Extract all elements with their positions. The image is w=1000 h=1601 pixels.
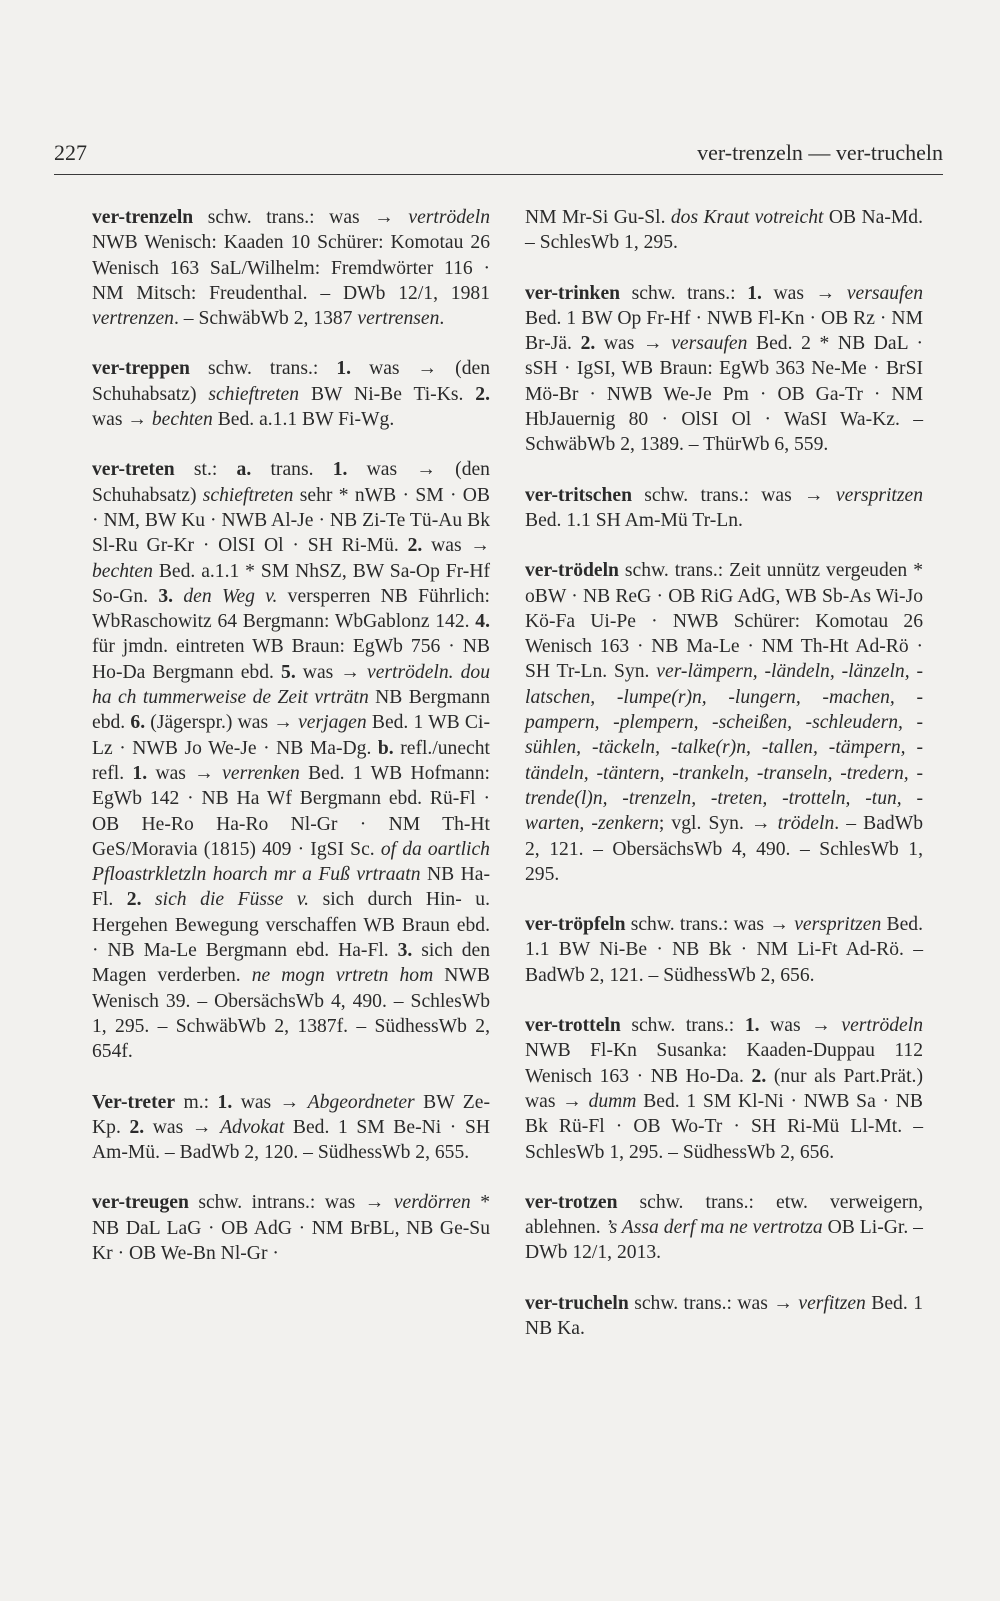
dictionary-entry [525,483,923,534]
entry-text: was → (den Schuhabsatz) [92,459,490,506]
sense-number: 6. [130,712,146,734]
sense-number: b. [377,737,394,759]
entry-italic-text: den Weg v. [183,585,278,607]
entry-text: schw. intrans.: was → [188,1192,394,1214]
entry-text: (Jägerspr.) was → [145,712,299,734]
dictionary-entry [525,1291,923,1342]
entry-text: trans. [251,459,333,481]
entry-italic-text: schieftreten [208,383,300,405]
entry-italic-text: dos Kraut votreicht [670,207,824,228]
entry-text: was → [295,661,368,683]
entry-text: Bed. 1 SM Kl-Ni · NWB Sa · NB Bk Rü-Fl · OB Wo-Tr · SH Ri-Mü Ll-Mt. – SchlesWb 1, 295. – SüdhessWb 2, 656. [525,1090,923,1163]
entry-text: Bed. 1 SM Be-Ni · SH Am-Mü. – BadWb 2, 120. – SüdhessWb 2, 655. [92,1116,490,1164]
entry-text: NB Bergmann ebd. [92,687,490,734]
entry-text [142,889,156,910]
entry-text: was → [759,1015,842,1037]
entry-italic-text: verspritzen [835,484,923,506]
entry-headword: ver-trotzen [525,1191,618,1213]
entry-italic-text: vertrödeln [841,1015,923,1037]
entry-italic-text: verfitzen [798,1292,866,1314]
entry-italic-text: versaufen [846,282,923,304]
entry-headword: ver-trucheln [525,1292,629,1314]
entry-text: schw. trans.: [189,358,337,380]
entry-text: Bed. 1 NB Ka. [525,1292,923,1339]
entry-headword: ver-tröpfeln [525,914,626,936]
sense-number: 5. [281,661,296,683]
entry-italic-text: verspritzen [794,914,882,936]
sense-number: 2. [126,889,142,911]
entry-headword: ver-trotteln [525,1015,621,1037]
dictionary-entry [92,1190,490,1266]
entry-headword: ver-trödeln [525,560,619,582]
entry-text: NWB Fl-Kn Susanka: Kaaden-Duppau 112 Wenisch 163 · NB Ho-Da. [525,1040,923,1087]
entry-italic-text: bechten [151,409,213,431]
entry-text: st.: [174,459,237,481]
entry-italic-text: ver-lämpern, -ländeln, -länzeln, -latschen, -lumpe(r)n, -lungern, -machen, -pampern, -plempern, -scheißen, -schleudern, -sühlen, -täckeln, -talke(r)n, -tallen, -tämpern, -tändeln, -täntern, -trankeln, -transeln, -tredern, -trende(l)n, -trenzeln, -treten, -trotteln, -tun, -warten, -zenkern [525,661,923,835]
dictionary-entry [92,457,490,1064]
entry-text: . – SchwäbWb 2, 1387 [173,308,358,330]
sense-number: 1. [217,1091,233,1113]
running-head: ver-trenzeln — ver-trucheln [697,140,943,165]
entry-italic-text: of da oartlich Pfloastrkletzln hoarch mr a Fuß vrtraatn [92,838,490,886]
entry-text: Bed. 1 WB Ci-Lz · NWB Jo We-Je · NB Ma-Dg. [92,712,490,759]
sense-number: 1. [336,358,352,380]
entry-text: Bed. 1 BW Op Fr-Hf · NWB Fl-Kn · OB Rz · NM Br-Jä. [525,307,923,355]
dictionary-entry [525,1013,923,1165]
entry-italic-text: versaufen [671,333,748,355]
entry-text: sich den Magen verderben. [92,940,490,987]
entry-text: Bed. 2 * NB DaL · sSH · IgSI, WB Braun: EgWb 363 Ne-Me · BrSI Mö-Br · NWB We-Je Pm · OB Ga-Tr · NM HbJauernig 80 · OlSI Ol · WaSI Wa-Kz. – SchwäbWb 2, 1389. – ThürWb 6, 559. [525,333,923,456]
entry-text: sehr * nWB · SM · OB · NM, BW Ku · NWB Al-Je · NB Zi-Te Tü-Au Bk Sl-Ru Gr-Kr · OlSI Ol · SH Ri-Mü. [92,484,490,557]
entry-headword: ver-trenzeln [92,207,194,228]
sense-number: 3. [397,940,413,962]
entry-text: schw. trans.: was → [628,1292,799,1314]
sense-number: 4. [475,611,490,633]
sense-number: 2. [475,383,490,405]
dictionary-entry [525,205,923,256]
entry-text: was → [761,282,847,304]
entry-text: BW Ze-Kp. [92,1091,490,1138]
entry-italic-text: vertrensen [357,308,440,330]
sense-number: 1. [332,459,348,481]
dictionary-entry [525,912,923,988]
entry-text: m.: [175,1091,218,1113]
sense-number: 1. [744,1015,760,1037]
dictionary-entry [92,205,490,331]
entry-italic-text: Abgeordneter [307,1091,415,1113]
entry-headword: ver-treten [92,459,175,481]
sense-number: 3. [158,585,174,607]
entry-text: NWB Wenisch 39. – ObersächsWb 4, 490. – SchlesWb 1, 295. – SchwäbWb 2, 1387f. – SüdhessWb 2, 654f. [92,965,490,1063]
page-number: 227 [54,140,87,165]
entry-text: NM Mr-Si Gu-Sl. [525,207,671,228]
sense-number: 2. [580,333,596,355]
entry-text: was → [595,333,672,355]
entry-text: OB Na-Md. – SchlesWb 1, 295. [525,207,923,254]
entry-text: refl./unecht refl. [92,737,490,784]
entry-italic-text: trödeln [777,813,835,835]
entry-text: ; vgl. Syn. → [658,813,778,835]
entry-text: was → (den Schuhabsatz) [92,358,490,405]
entry-text: schw. trans.: Zeit unnütz vergeuden * oBW · NB ReG · OB RiG AdG, WB Sb-As Wi-Jo Kö-Fa Ui-Pe · NWB Schürer: Komotau 26 Wenisch 163 · NB Ma-Le · NM Th-Ht Ad-Rö · SH Tr-Ln. Syn. [525,560,923,683]
entry-text: OB Li-Gr. – DWb 12/1, 2013. [525,1217,923,1264]
entry-text: schw. trans.: etw. verweigern, ablehnen. [525,1191,923,1239]
sense-number: 2. [407,535,423,557]
entry-text: schw. trans.: [620,282,748,304]
entry-text: schw. trans.: was → [625,914,795,936]
dictionary-entry [525,281,923,458]
entry-headword: Ver-treter [92,1091,176,1113]
dictionary-entry [525,558,923,887]
entry-text: * NB DaL LaG · OB AdG · NM BrBL, NB Ge-Su Kr · OB We-Bn Nl-Gr · [92,1192,490,1264]
dictionary-entry [525,1190,923,1266]
sense-number: 1. [132,762,148,784]
entry-text: was → [422,535,490,557]
entry-headword: ver-tritschen [525,484,632,506]
dictionary-entry [92,1090,490,1166]
entry-text: versperren NB Führlich: WbRaschowitz 64 Bergmann: WbGablonz 142. [92,585,490,633]
entry-italic-text: verrenken [222,762,300,784]
entry-italic-text: ne mogn vrtretn hom [251,965,434,987]
left-column [92,205,490,1291]
entry-text: Bed. 1.1 SH Am-Mü Tr-Ln. [525,509,743,531]
entry-italic-text: sich die Füsse v. [155,889,310,911]
entry-italic-text: verjagen [298,712,367,734]
sense-number: 1. [747,282,762,304]
entry-headword: ver-treppen [92,358,190,380]
right-column [525,205,923,1366]
entry-text: BW Ni-Be Ti-Ks. [299,383,476,405]
entry-text: Bed. a.1.1 * SM NhSZ, BW Sa-Op Fr-Hf So-Gn. [92,560,490,607]
sense-number: 2. [129,1116,145,1138]
entry-text: was → [144,1116,221,1138]
entry-italic-text: Advokat [220,1116,285,1138]
entry-italic-text: verdörren [393,1192,471,1214]
entry-italic-text: dumm [588,1090,637,1112]
entry-text [173,586,183,607]
entry-text: Bed. 1 WB Hofmann: EgWb 142 · NB Ha Wf Bergmann ebd. Rü-Fl · OB He-Ro Ha-Ro Nl-Gr · NM Th-Ht GeS/Moravia (1815) 409 · IgSI Sc. [92,762,490,860]
entry-headword: ver-treugen [92,1192,189,1214]
entry-text: was → [92,409,152,431]
entry-text: NB Ha-Fl. [92,864,490,911]
entry-text: Bed. a.1.1 BW Fi-Wg. [212,409,395,431]
entry-text: (nur als Part.Prät.) was → [525,1065,923,1112]
dictionary-entry [92,356,490,432]
entry-text: . – BadWb 2, 121. – ObersächsWb 4, 490. – SchlesWb 1, 295. [525,813,923,885]
entry-text: schw. trans.: was → [193,207,409,228]
entry-text: schw. trans.: was → [632,484,836,506]
entry-italic-text: bechten [92,560,153,582]
entry-text: was → [232,1091,308,1113]
entry-text: was → [147,762,223,784]
entry-italic-text: vertrödeln. dou ha ch tummerweise de Zeit vrträtn [92,661,491,709]
sense-number: a. [236,459,252,481]
entry-text: Bed. 1.1 BW Ni-Be · NB Bk · NM Li-Ft Ad-Rö. – BadWb 2, 121. – SüdhessWb 2, 656. [525,914,923,986]
entry-text: schw. trans.: [620,1015,745,1037]
entry-text: NWB Wenisch: Kaaden 10 Schürer: Komotau 26 Wenisch 163 SaL/Wilhelm: Fremdwörter 116 · NM Mitsch: Freudenthal. – DWb 12/1, 1981 [92,232,490,304]
entry-text: sich durch Hin- u. Hergehen Bewegung verschaffen WB Braun ebd. · NB Ma-Le Bergmann ebd. Ha-Fl. [92,889,490,962]
entry-text: . [439,308,445,330]
entry-italic-text: ’s Assa derf ma ne vertrotza [605,1217,823,1239]
entry-italic-text: vertrenzen [92,308,174,330]
entry-italic-text: schieftreten [202,484,294,506]
page-header [54,140,943,175]
sense-number: 2. [751,1065,767,1087]
entry-text: für jmdn. eintreten WB Braun: EgWb 756 · NB Ho-Da Bergmann ebd. [92,636,490,683]
entry-headword: ver-trinken [525,282,621,304]
entry-italic-text: vertrödeln [408,207,490,228]
